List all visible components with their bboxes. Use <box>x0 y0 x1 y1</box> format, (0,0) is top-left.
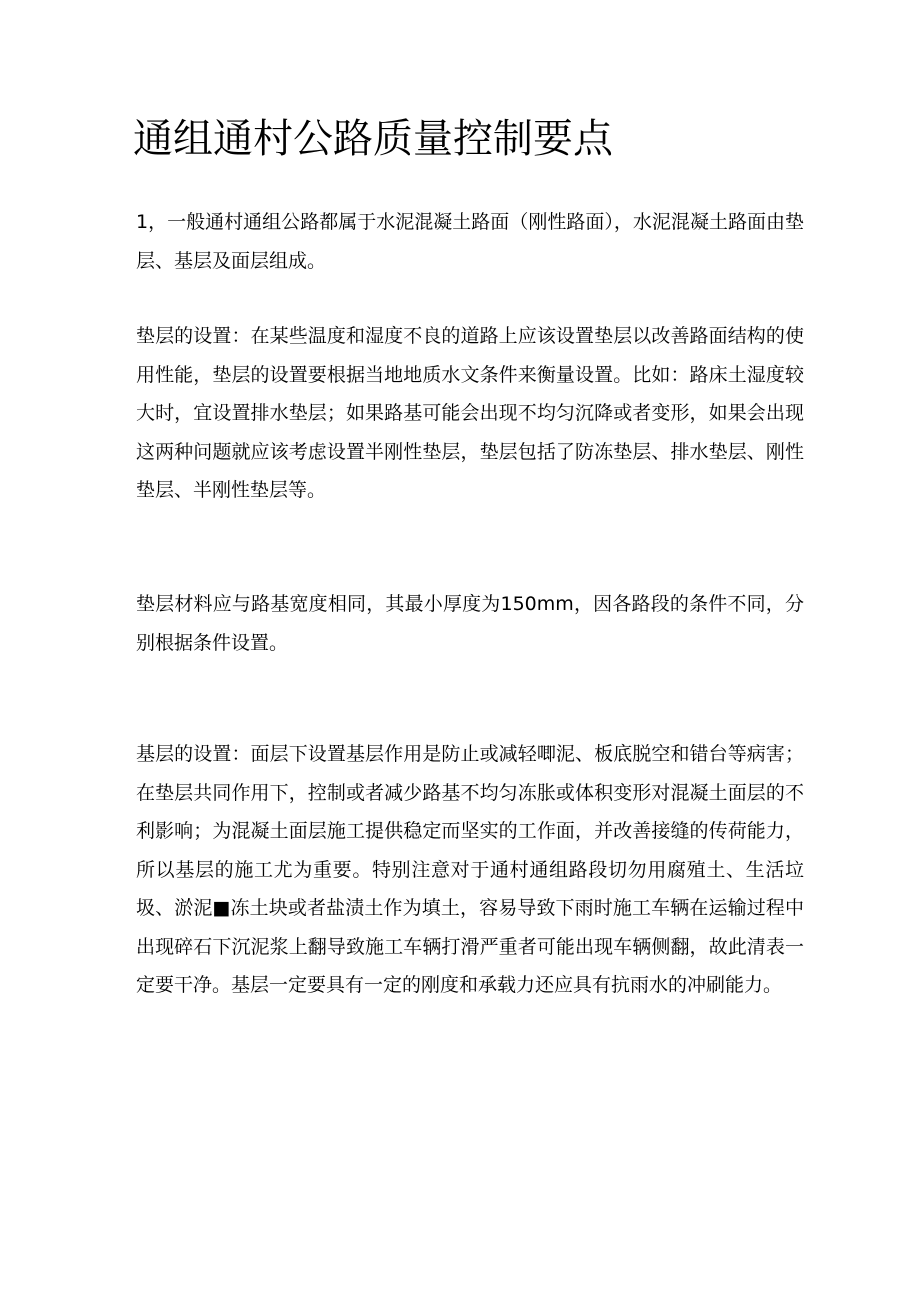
paragraph-cushion-material: 垫层材料应与路基宽度相同，其最小厚度为150mm，因各路段的条件不同，分别根据条件设置。 <box>136 593 804 654</box>
paragraph-base-layer-setup: 基层的设置：面层下设置基层作用是防止或减轻唧泥、板底脱空和错台等病害；在垫层共同作用下，控制或者减少路基不均匀冻胀或体积变形对混凝土面层的不利影响；为混凝土面层施工提供稳定而坚实的工作面，并改善接缝的传荷能力，所以基层的施工尤为重要。特别注意对于通村通组路段切勿用腐殖土、生活垃圾、淤泥■冻土块或者盐渍土作为填土，容易导致下雨时施工车辆在运输过程中出现碎石下沉泥浆上翻导致施工车辆打滑严重者可能出现车辆侧翻，故此清表一定要干净。基层一定要具有一定的刚度和承载力还应具有抗雨水的冲刷能力。 <box>136 743 804 996</box>
paragraph-cushion-layer-setup: 垫层的设置：在某些温度和湿度不良的道路上应该设置垫层以改善路面结构的使用性能，垫层的设置要根据当地地质水文条件来衡量设置。比如：路床土湿度较大时，宜设置排水垫层；如果路基可能会出现不均匀沉降或者变形，如果会出现这两种问题就应该考虑设置半刚性垫层，垫层包括了防冻垫层、排水垫层、刚性垫层、半刚性垫层等。 <box>136 325 804 501</box>
document-title: 通组通村公路质量控制要点 <box>133 116 613 162</box>
paragraph-pavement-composition: 1，一般通村通组公路都属于水泥混凝土路面（刚性路面），水泥混凝土路面由垫层、基层及面层组成。 <box>136 211 804 272</box>
